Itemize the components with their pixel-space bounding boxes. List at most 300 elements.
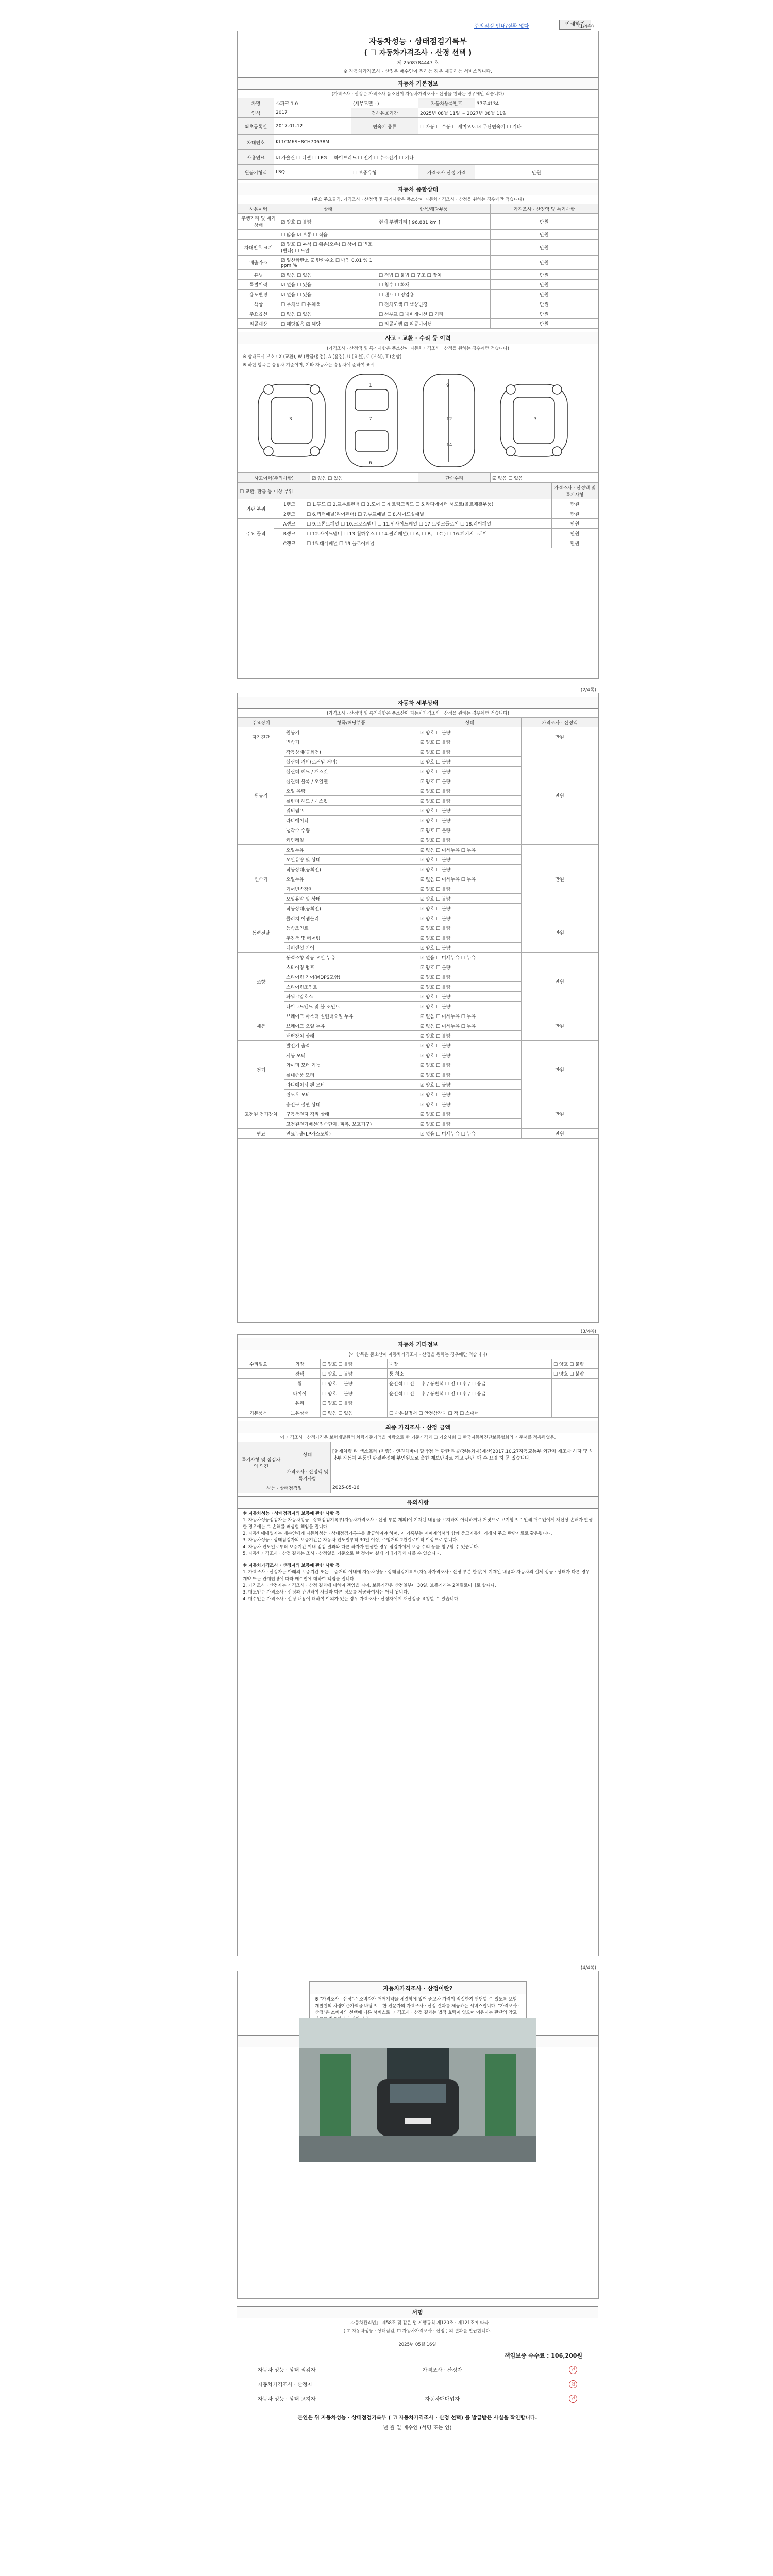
detail-unit: 만원 [522, 845, 598, 913]
detail-item: 오일누유 [284, 845, 418, 855]
summary-item: 튜닝 [238, 270, 279, 280]
detail-unit: 만원 [522, 953, 598, 1011]
detail-unit: 만원 [522, 1129, 598, 1139]
table-row [238, 1011, 598, 1021]
table-row [238, 204, 598, 214]
detail-group: 고전원 전기장치 [238, 1099, 284, 1129]
detail-item: 작동상태(공회전) [284, 865, 418, 874]
detail-item: 클러치 어셈블리 [284, 913, 418, 923]
table-row [238, 299, 598, 309]
other-header: 자동차 기타정보 [238, 1338, 598, 1350]
detail-item: 브레이크 오일 누유 [284, 1021, 418, 1031]
signer-extra: 자동차매매업자 [425, 2397, 460, 2402]
detail-state: ☑ 양호 ☐ 불량 [418, 982, 522, 992]
detail-item: 구동축전지 격리 상태 [284, 1109, 418, 1119]
other-cell: ☐ 양호 ☐ 불량 [321, 1398, 388, 1408]
summary-item: 차대번호 표기 [238, 240, 279, 256]
summary-item: 배출가스 [238, 256, 279, 270]
svg-text:1: 1 [369, 383, 372, 388]
detail-group: 원동기 [238, 747, 284, 845]
accident-header: 사고 · 교환 · 수리 등 이력 [238, 332, 598, 344]
table-row [238, 240, 598, 256]
special-value: [현재차량 타 색소프레 (차량) · 엔진체바미 탈착점 등 판란 리콜(전통화재)계산]2017.10.27자동교통부 외단차 제조사 하자 및 해당부 자동차 부품인 판결판정에 부인원으로 출한 재보단자로 하고 판단, 매 수 요결 하 문 있습니다. [331, 1442, 598, 1467]
summary-detail [377, 256, 491, 270]
svg-text:9: 9 [446, 383, 449, 388]
rank-parts: ☐ 15.대쉬패널 ☐ 19.플로어패널 [305, 538, 552, 548]
other-cell [552, 1379, 598, 1388]
detail-group: 자기진단 [238, 727, 284, 747]
other-cell: ☐ 없음 ☐ 있음 [321, 1408, 388, 1418]
basic-key: 연식 [238, 108, 274, 118]
detail-state: ☑ 양호 ☐ 불량 [418, 943, 522, 953]
detail-note: (가격조사 · 산정액 및 특기사항은 품소산이 자동차가격조사 · 산정을 원하는 경우에만 적습니다) [327, 711, 509, 716]
detail-item: 작동상태(공회전) [284, 904, 418, 913]
other-cell: ☐ 양호 ☐ 불량 [321, 1379, 388, 1388]
detail-state: ☑ 양호 ☐ 불량 [418, 894, 522, 904]
special-sub-key: 가격조사 · 산정액 및 특기사항 [284, 1467, 331, 1483]
top-bar [0, 0, 773, 31]
caution-line: 4. 매수인은 가격조사 · 산정 내용에 대하여 이의가 있는 경우 가격조사 · 산정자에게 재산정을 요청할 수 있습니다. [243, 1597, 460, 1602]
basic-value: 2025년 08월 11일 ~ 2027년 08월 11일 [418, 108, 598, 118]
car-diagram [238, 369, 598, 472]
sheet-basic-info [237, 31, 599, 679]
other-cell: ☐ 양호 ☐ 불량 [552, 1369, 598, 1379]
detail-state: ☑ 없음 ☐ 미세누유 ☐ 누유 [418, 874, 522, 884]
page-number: (1/4쪽) [578, 24, 594, 29]
other-cell: ☐ 사용설명서 ☐ 안전삼각대 ☐ 잭 ☐ 스패너 [388, 1408, 552, 1418]
doc-number: 제 2508784447 호 [397, 61, 439, 66]
page-number: (3/4쪽) [580, 1329, 596, 1334]
basic-key: 가격조사 산정 가격 [418, 165, 475, 180]
table-row [238, 150, 598, 165]
basic-value: 2017 [274, 108, 351, 118]
detail-item: 오일 유량 [284, 786, 418, 796]
basic-value: 37조4134 [475, 98, 598, 108]
detail-state: ☑ 양호 ☐ 불량 [418, 747, 522, 757]
rank-table [238, 483, 598, 548]
summary-item: 주요옵션 [238, 309, 279, 319]
final-header: 최종 가격조사 · 산정 금액 [238, 1421, 598, 1433]
detail-state: ☑ 양호 ☐ 불량 [418, 806, 522, 816]
detail-state: ☑ 없음 ☐ 미세누유 ☐ 누유 [418, 953, 522, 962]
basic-key: 검사유효기간 [351, 108, 418, 118]
detail-item: 냉각수 수량 [284, 825, 418, 835]
car-outline-svg [238, 369, 598, 472]
table-row [238, 1467, 598, 1483]
summary-unit: 만원 [491, 256, 598, 270]
table-row [238, 256, 598, 270]
detail-state: ☑ 없음 ☐ 미세누유 ☐ 누유 [418, 1011, 522, 1021]
table-row [238, 727, 598, 737]
other-rows [238, 1359, 598, 1418]
print-button[interactable]: 인쇄하기 [559, 20, 591, 30]
basic-value: KL1CM6SH8CH70638M [274, 135, 598, 150]
detail-state: ☑ 양호 ☐ 불량 [418, 1050, 522, 1060]
table-row [238, 473, 598, 483]
detail-item: 실린더 커버(로커암 커버) [284, 757, 418, 767]
detail-state: ☑ 양호 ☐ 불량 [418, 992, 522, 1002]
summary-unit: 만원 [491, 319, 598, 329]
notice-header: 자동차가격조사 · 산정이란? [310, 1982, 526, 1994]
sheet-notice [237, 1965, 599, 2299]
detail-state: ☑ 양호 ☐ 불량 [418, 933, 522, 943]
repair-key: 단순수리 [418, 473, 491, 483]
summary-unit: 만원 [491, 309, 598, 319]
detail-state: ☑ 양호 ☐ 불량 [418, 727, 522, 737]
summary-unit: 만원 [491, 299, 598, 309]
detail-state: ☑ 양호 ☐ 불량 [418, 767, 522, 776]
summary-unit: 만원 [491, 270, 598, 280]
table-row [238, 230, 598, 240]
table-row [238, 529, 598, 538]
summary-state: ☑ 없음 ☐ 있음 [279, 270, 377, 280]
summary-unit: 만원 [491, 240, 598, 256]
detail-item: 연료누출(LP가스포함) [284, 1129, 418, 1139]
summary-state: ☐ 무채색 ☐ 유채색 [279, 299, 377, 309]
table-row [238, 118, 598, 135]
doc-subtitle: ( ☐ 자동차가격조사 · 산정 선택 ) [364, 49, 472, 57]
basic-value: ☐ 자동 ☐ 수동 ☐ 세미오토 ☑ 무단변속기 ☐ 기타 [418, 118, 598, 135]
basic-value: 스파크 1.0 [274, 98, 351, 108]
rank-label: 1랭크 [274, 499, 305, 509]
detail-state: ☑ 없음 ☐ 미세누유 ☐ 누유 [418, 845, 522, 855]
accident-legend: ※ 상태표시 부호 : X (교환), W (판금/용접), A (흠집), U (요철), C (부식), T (손상) [243, 354, 402, 360]
table-row [238, 290, 598, 299]
summary-detail: ☐ 전체도색 ☐ 색상변경 [377, 299, 491, 309]
summary-table [238, 204, 598, 329]
summary-detail: ☐ 리콜이행 ☑ 리콜미이행 [377, 319, 491, 329]
special-empty [331, 1467, 598, 1483]
detail-item: 와이퍼 모터 기능 [284, 1060, 418, 1070]
summary-rows [238, 214, 598, 329]
caution-line: 3. 매도인은 가격조사 · 산정과 관련하여 사실과 다른 정보를 제공하여서는 아니 됩니다. [243, 1590, 409, 1595]
table-row [238, 108, 598, 118]
detail-item: 실린더 블록 / 오일팬 [284, 776, 418, 786]
detail-state: ☑ 양호 ☐ 불량 [418, 884, 522, 894]
detail-item: 오일유량 및 상태 [284, 855, 418, 865]
accident-note: (가격조사 · 산정액 및 특기사항은 품소산이 자동차가격조사 · 산정을 원하는 경우에만 적습니다) [327, 346, 509, 351]
detail-state: ☑ 양호 ☐ 불량 [418, 1109, 522, 1119]
table-row [238, 165, 598, 180]
signature-fee: 책임보증 수수료 : 106,200원 [505, 2352, 582, 2359]
signer-role: 자동차가격조사 · 산정자 [258, 2382, 313, 2388]
summary-detail: ☐ 선루프 ☐ 내비게이션 ☐ 기타 [377, 309, 491, 319]
other-cell: ☐ 양호 ☐ 불량 [321, 1388, 388, 1398]
detail-state: ☑ 양호 ☐ 불량 [418, 757, 522, 767]
accident-legend-2: ※ 하단 항목은 승용차 기준이며, 기타 자동차는 승용차에 준하여 표시 [243, 363, 375, 368]
rank-parts: ☐ 12.사이드멤버 ☐ 13.휠하우스 ☐ 14.필러패널( ☐ A, ☐ B, ☐ C ) ☐ 16.패키지트레이 [305, 529, 552, 538]
signature-header: 서명 [237, 2306, 598, 2318]
detail-item: 라디에이터 팬 모터 [284, 1080, 418, 1090]
detail-group: 제동 [238, 1011, 284, 1041]
table-row [238, 953, 598, 962]
detail-state: ☑ 양호 ☐ 불량 [418, 1080, 522, 1090]
rank-header: ☐ 교환, 판금 등 이상 부위 [238, 483, 552, 499]
table-row [238, 519, 598, 529]
detail-item: 스티어링조인트 [284, 982, 418, 992]
detail-group: 연료 [238, 1129, 284, 1139]
table-row [238, 718, 598, 727]
col-header: 항목/해당부품 [284, 718, 418, 727]
caution-line: 2. 가격조사 · 산정자는 가격조사 · 산정 결과에 대하여 책임을 지며, 보증기간은 산정일부터 30일, 보증거리는 2천킬로미터로 합니다. [243, 1583, 496, 1588]
seal-stamp: 인 [569, 2366, 577, 2374]
doc-title: 자동차성능 · 상태점검기록부 [368, 37, 467, 46]
rank-group: 외판 부위 [238, 499, 274, 519]
col-header: 주요장치 [238, 718, 284, 727]
signature-date: 2025년 05월 16일 [398, 2342, 436, 2347]
col-header: 가격조사 · 산정액 및 특기사항 [491, 204, 598, 214]
detail-item: 실린더 헤드 / 개스킷 [284, 796, 418, 806]
detail-state: ☑ 양호 ☐ 불량 [418, 1119, 522, 1129]
other-note: (이 항목은 품소산이 자동차가격조사 · 산정을 원하는 경우에만 적습니다) [348, 1352, 488, 1358]
detail-state: ☑ 없음 ☐ 미세누유 ☐ 누유 [418, 1021, 522, 1031]
basic-key: 변속기 종류 [351, 118, 418, 135]
col-header: 가격조사 · 산정액 및 특기사항 [552, 483, 598, 499]
summary-state: ☐ 해당없음 ☑ 해당 [279, 319, 377, 329]
rank-label: A랭크 [274, 519, 305, 529]
basic-value: ☐ 보증유형 [351, 165, 418, 180]
detail-item: 시동 모터 [284, 1050, 418, 1060]
detail-state: ☑ 양호 ☐ 불량 [418, 737, 522, 747]
detail-item: 파워고압호스 [284, 992, 418, 1002]
detail-state: ☑ 양호 ☐ 불량 [418, 913, 522, 923]
sheet-signature [237, 2303, 598, 2571]
table-row [238, 1041, 598, 1050]
col-header: 사용이력 [238, 204, 279, 214]
detail-state: ☑ 양호 ☐ 불량 [418, 1099, 522, 1109]
other-cell: 수리필요 [238, 1359, 279, 1369]
rank-label: 2랭크 [274, 509, 305, 519]
table-row [238, 509, 598, 519]
svg-text:3: 3 [534, 417, 537, 422]
other-cell: 룸 청소 [388, 1369, 552, 1379]
table-row [238, 319, 598, 329]
detail-item: 발전기 출력 [284, 1041, 418, 1050]
other-cell: 광택 [279, 1369, 321, 1379]
table-row [238, 538, 598, 548]
signer-row [237, 2377, 598, 2392]
caution-line: 5. 자동차가격조사 · 산정 결과는 조사 · 산정일을 기준으로 한 것이며 실제 거래가격과 다를 수 있습니다. [243, 1551, 442, 1556]
basic-value: 만원 [475, 165, 598, 180]
detail-state: ☑ 양호 ☐ 불량 [418, 835, 522, 845]
caution-line: 4. 자동차 인도일로부터 보증기간 이내 점검 결과와 다른 하자가 발생한 경우 점검자에게 보증 수리 등을 청구할 수 있습니다. [243, 1545, 480, 1550]
detail-item: 브레이크 마스터 실린더오일 누유 [284, 1011, 418, 1021]
special-table [238, 1442, 598, 1493]
detail-state: ☑ 양호 ☐ 불량 [418, 1070, 522, 1080]
detail-rows [238, 727, 598, 1139]
detail-state: ☑ 양호 ☐ 불량 [418, 1090, 522, 1099]
detail-item: 작동상태(공회전) [284, 747, 418, 757]
detail-group: 조향 [238, 953, 284, 1011]
other-table [238, 1359, 598, 1418]
table-row [238, 845, 598, 855]
special-sub-key: 상태 [284, 1442, 331, 1467]
buyer-confirm: 본인은 위 자동차성능 · 상태점검기록부 ( ☑ 자동차가격조사 · 산정 선택) 를 발급받은 사실을 확인합니다. [297, 2415, 537, 2421]
signature-text-1: 「자동차관리법」 제58조 및 같은 법 시행규칙 제120조 · 제121조에 따라 [346, 2320, 489, 2326]
buyer-sign: 년 월 일 매수인 (서명 또는 인) [383, 2425, 452, 2431]
basic-value: ☑ 가솔린 ☐ 디젤 ☐ LPG ☐ 하이브리드 ☐ 전기 ☐ 수소전기 ☐ 기타 [274, 150, 598, 165]
summary-state: ☑ 양호 ☐ 불량 [279, 214, 377, 230]
caution-title-1: ※ 자동차성능 · 상태점검자의 보증에 관한 사항 등 [243, 1511, 340, 1516]
rank-label: C랭크 [274, 538, 305, 548]
check-date-value: 2025-05-16 [331, 1483, 598, 1493]
summary-detail: ☐ 렌트 ☐ 영업용 [377, 290, 491, 299]
caution-title-2: ※ 자동차가격조사 · 산정자의 보증에 관한 사항 등 [243, 1563, 340, 1568]
caution-line: 3. 자동차성능 · 상태점검자의 보증기간은 자동차 인도일부터 30일 이상, 주행거리 2천킬로미터 이상으로 합니다. [243, 1538, 458, 1543]
detail-item: 라디에이터 [284, 816, 418, 825]
check-date-key: 성능 · 상태점검일 [238, 1483, 331, 1493]
detail-group: 변속기 [238, 845, 284, 913]
other-cell: ☐ 양호 ☐ 불량 [321, 1369, 388, 1379]
other-cell [238, 1379, 279, 1388]
summary-header: 자동차 종합상태 [238, 183, 598, 195]
detail-unit: 만원 [522, 1099, 598, 1129]
other-cell [388, 1398, 552, 1408]
table-row [238, 1408, 598, 1418]
svg-text:12: 12 [446, 417, 452, 422]
summary-state: ☑ 일산화탄소 ☑ 탄화수소 ☐ 매연 0.01 % 1 ppm % [279, 256, 377, 270]
detail-item: 기어변속장치 [284, 884, 418, 894]
other-cell [238, 1388, 279, 1398]
summary-detail [377, 230, 491, 240]
summary-item [238, 230, 279, 240]
table-row [238, 913, 598, 923]
basic-value: (세부모델 : ) [351, 98, 418, 108]
summary-note: (주요·주요골격, 가격조사 · 산정액 및 특기사항은 품소산이 자동차가격조사 · 산정을 원하는 경우에만 적습니다) [312, 197, 524, 202]
detail-group: 전기 [238, 1041, 284, 1099]
rank-unit: 만원 [552, 509, 598, 519]
other-cell: ☐ 양호 ☐ 불량 [552, 1359, 598, 1369]
rank-parts: ☐ 9.프론트패널 ☐ 10.크로스멤버 ☐ 11.인사이드패널 ☐ 17.트렁크플로어 ☐ 18.리어패널 [305, 519, 552, 529]
table-row [238, 1379, 598, 1388]
other-cell [238, 1369, 279, 1379]
detail-item: 배력장치 상태 [284, 1031, 418, 1041]
signer-row [237, 2363, 598, 2377]
repair-value: ☑ 없음 ☐ 있음 [491, 473, 598, 483]
rank-unit: 만원 [552, 519, 598, 529]
table-row [238, 499, 598, 509]
signer-role: 자동차 성능 · 상태 고지자 [258, 2397, 316, 2402]
rank-unit: 만원 [552, 538, 598, 548]
detail-item: 오일유량 및 상태 [284, 894, 418, 904]
other-cell: 유리 [279, 1398, 321, 1408]
other-cell: 타이어 [279, 1388, 321, 1398]
other-cell: ☐ 양호 ☐ 불량 [321, 1359, 388, 1369]
detail-state: ☑ 양호 ☐ 불량 [418, 865, 522, 874]
detail-item: 윈도우 모터 [284, 1090, 418, 1099]
table-row [238, 214, 598, 230]
table-row [238, 1398, 598, 1408]
detail-state: ☑ 양호 ☐ 불량 [418, 816, 522, 825]
detail-state: ☑ 양호 ☐ 불량 [418, 796, 522, 806]
basic-value: LSQ [274, 165, 351, 180]
detail-item: 원동기 [284, 727, 418, 737]
other-cell [552, 1398, 598, 1408]
summary-state: ☑ 없음 ☐ 있음 [279, 290, 377, 299]
accident-key: 사고이력(주의사항) [238, 473, 310, 483]
other-cell: 운전석 ☐ 전 ☐ 후 / 동반석 ☐ 전 ☐ 후 / ☐ 응급 [388, 1379, 552, 1388]
detail-item: 실린더 헤드 / 개스킷 [284, 767, 418, 776]
doc-note: ※ 자동차가격조사 · 산정은 매수인이 원하는 경우 제공하는 서비스입니다. [343, 69, 493, 74]
inspection-photo-svg [299, 2018, 536, 2162]
seal-stamp: 인 [569, 2395, 577, 2403]
summary-detail: ☐ 침수 ☐ 화재 [377, 280, 491, 290]
summary-state: ☑ 없음 ☐ 있음 [279, 280, 377, 290]
detail-unit: 만원 [522, 913, 598, 953]
caution-header: 유의사항 [238, 1496, 598, 1509]
basic-key: 차명 [238, 98, 274, 108]
table-row [238, 270, 598, 280]
detail-item: 오일누유 [284, 874, 418, 884]
page-number: (4/4쪽) [580, 1965, 596, 1971]
detail-unit: 만원 [522, 1041, 598, 1099]
signer-extra: 가격조사 · 산정자 [422, 2368, 462, 2374]
table-row [238, 1099, 598, 1109]
detail-state: ☑ 양호 ☐ 불량 [418, 855, 522, 865]
summary-item: 주행거리 및 계기상태 [238, 214, 279, 230]
table-row [238, 1359, 598, 1369]
svg-text:6: 6 [369, 461, 372, 466]
summary-detail: ☐ 적법 ☐ 불법 ☐ 구조 ☐ 장치 [377, 270, 491, 280]
detail-unit: 만원 [522, 727, 598, 747]
accident-value: ☑ 없음 ☐ 있음 [310, 473, 418, 483]
detail-item: 동력조향 작동 오일 누유 [284, 953, 418, 962]
svg-text:14: 14 [446, 443, 452, 448]
other-cell: 운전석 ☐ 전 ☐ 후 / 동반석 ☐ 전 ☐ 후 / ☐ 응급 [388, 1388, 552, 1398]
col-header: 상태 [418, 718, 522, 727]
summary-state: ☐ 없음 ☐ 있음 [279, 309, 377, 319]
sheet-detail [237, 688, 599, 1323]
other-cell: 내장 [388, 1359, 552, 1369]
basic-header: 자동차 기본정보 [238, 77, 598, 90]
detail-state: ☑ 양호 ☐ 불량 [418, 1031, 522, 1041]
accident-table [238, 472, 598, 483]
page-number: (2/4쪽) [580, 688, 596, 693]
detail-state: ☑ 양호 ☐ 불량 [418, 1060, 522, 1070]
rank-unit: 만원 [552, 529, 598, 538]
rank-rows [238, 499, 598, 548]
table-row [238, 1483, 598, 1493]
detail-item: 워터펌프 [284, 806, 418, 816]
seal-stamp: 인 [569, 2380, 577, 2388]
detail-item: 고전원전기배선(접속단자, 피복, 보호기구) [284, 1119, 418, 1129]
detail-state: ☑ 양호 ☐ 불량 [418, 972, 522, 982]
final-note: 이 가격조사 · 산정가격은 보험개발원의 차량기준가액을 바탕으로 한 기준가격과 ☐ 기술사회 ☐ 한국자동차진단보증협회의 기준서를 적용하였음. [280, 1435, 556, 1440]
table-row [238, 98, 598, 108]
basic-key: 원동기형식 [238, 165, 274, 180]
inspection-photo [299, 2018, 536, 2162]
table-row [238, 1388, 598, 1398]
detail-item: 추진축 및 베어링 [284, 933, 418, 943]
detail-unit: 만원 [522, 747, 598, 845]
detail-state: ☑ 양호 ☐ 불량 [418, 776, 522, 786]
table-row [238, 483, 598, 499]
help-link[interactable]: 주의점검 안내/질환 없다 [474, 24, 529, 29]
summary-unit: 만원 [491, 290, 598, 299]
detail-item: 타이로드엔드 및 볼 조인트 [284, 1002, 418, 1011]
caution-line: 1. 자동차성능점검자는 자동차성능 · 상태점검기록부(자동차가격조사 · 산정 부분 제외)에 기재된 내용을 고지하지 아니하거나 거짓으로 고지함으로 인해 매수인에게 재산상 손해가 발생한 경우에는 그 손해를 배상할 책임을 집니다. [243, 1518, 593, 1530]
summary-unit: 만원 [491, 280, 598, 290]
other-cell [552, 1388, 598, 1398]
table-row [238, 747, 598, 757]
rank-parts: ☐ 1.후드 ☐ 2.프론트펜더 ☐ 3.도어 ☐ 4.트렁크리드 ☐ 5.라디에이터 서포트(볼트체결부품) [305, 499, 552, 509]
basic-key: 차대번호 [238, 135, 274, 150]
col-header: 항목/해당부품 [377, 204, 491, 214]
svg-text:3: 3 [289, 417, 292, 422]
detail-item: 디퍼렌셜 기어 [284, 943, 418, 953]
caution-line: 2. 자동차매매업자는 매수인에게 자동차성능 · 상태점검기록부를 발급하여야 하며, 이 기록부는 매매계약서와 함께 중고자동차 거래시 주요 판단자료로 활용됩니다. [243, 1531, 553, 1536]
detail-table [238, 717, 598, 1139]
